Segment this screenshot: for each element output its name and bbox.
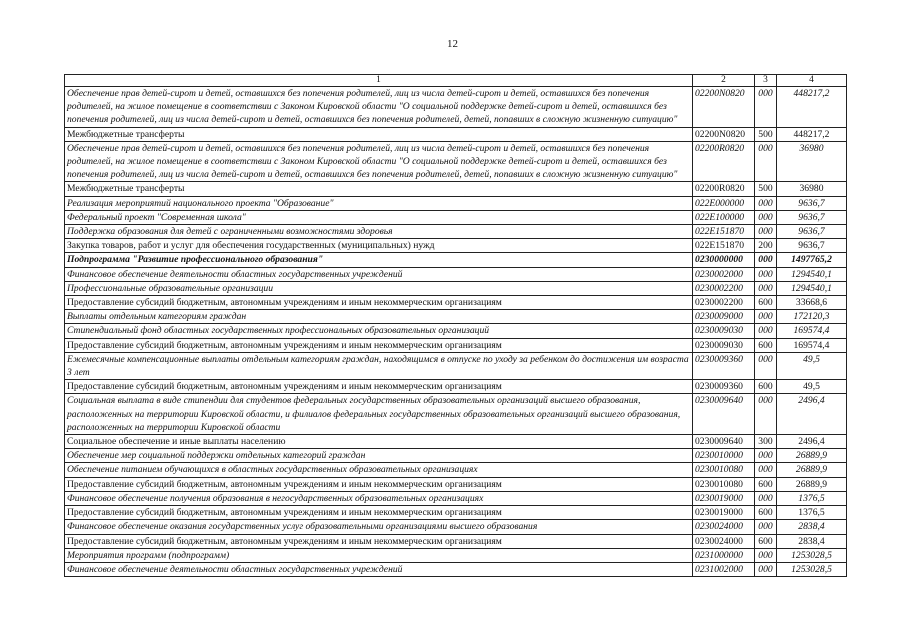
row-amount: 1294540,1 (777, 267, 847, 281)
row-code: 0230019000 (693, 491, 755, 505)
row-amount: 448217,2 (777, 87, 847, 128)
row-name: Социальная выплата в виде стипендии для студентов федеральных государственных образовательных организаций высшего образования, расположенных на территории Кировской области, и филиалов федеральных государственных образовательных организаций высшего образования, расположенных на территории Кировской области (65, 394, 693, 435)
row-amount: 2496,4 (777, 394, 847, 435)
table-row (65, 463, 847, 477)
row-name: Межбюджетные трансферты (65, 182, 693, 196)
row-code: 0230009360 (693, 380, 755, 394)
budget-table (64, 74, 847, 577)
row-amount: 36980 (777, 141, 847, 182)
row-name: Закупка товаров, работ и услуг для обеспечения государственных (муниципальных) нужд (65, 239, 693, 253)
table-row (65, 506, 847, 520)
row-amount: 2838,4 (777, 534, 847, 548)
row-type: 600 (755, 380, 777, 394)
row-name: Профессиональные образовательные организации (65, 281, 693, 295)
row-type: 000 (755, 87, 777, 128)
row-name: Федеральный проект "Современная школа" (65, 210, 693, 224)
row-name: Подпрограмма "Развитие профессионального образования" (65, 253, 693, 267)
table-row (65, 548, 847, 562)
row-name: Предоставление субсидий бюджетным, автономным учреждениям и иным некоммерческим организациям (65, 506, 693, 520)
row-name: Обеспечение прав детей-сирот и детей, оставшихся без попечения родителей, лиц из числа детей-сирот и детей, оставшихся без попечения родителей, на жилое помещение в соответствии с Законом Кировской области "О социальной поддержке детей-сирот и детей, оставшихся без попечения родителей, лиц из числа детей-сирот и детей, оставшихся без попечения родителей, детей, попавших в сложную жизненную ситуацию" (65, 141, 693, 182)
row-code: 022E151870 (693, 225, 755, 239)
row-code: 0230002200 (693, 296, 755, 310)
row-amount: 1253028,5 (777, 562, 847, 576)
row-amount: 448217,2 (777, 127, 847, 141)
row-code: 0230019000 (693, 506, 755, 520)
row-amount: 1376,5 (777, 491, 847, 505)
table-row (65, 449, 847, 463)
table-row (65, 520, 847, 534)
row-amount: 169574,4 (777, 338, 847, 352)
row-code: 022E151870 (693, 239, 755, 253)
row-type: 000 (755, 562, 777, 576)
row-type: 000 (755, 548, 777, 562)
row-code: 02200N0820 (693, 87, 755, 128)
row-code: 0230009640 (693, 394, 755, 435)
row-amount: 33668,6 (777, 296, 847, 310)
row-code: 0230010080 (693, 463, 755, 477)
header-row (65, 75, 847, 87)
row-type: 600 (755, 534, 777, 548)
table-row (65, 127, 847, 141)
row-amount: 26889,9 (777, 463, 847, 477)
row-type: 500 (755, 127, 777, 141)
table-row (65, 196, 847, 210)
table-row (65, 562, 847, 576)
table-row (65, 141, 847, 182)
table-row (65, 394, 847, 435)
row-name: Межбюджетные трансферты (65, 127, 693, 141)
table-row (65, 267, 847, 281)
table-row (65, 239, 847, 253)
page-number: 12 (447, 38, 458, 50)
row-name: Финансовое обеспечение деятельности областных государственных учреждений (65, 562, 693, 576)
row-amount: 9636,7 (777, 210, 847, 224)
row-type: 600 (755, 477, 777, 491)
row-amount: 2496,4 (777, 435, 847, 449)
row-name: Предоставление субсидий бюджетным, автономным учреждениям и иным некоммерческим организациям (65, 380, 693, 394)
row-type: 000 (755, 310, 777, 324)
row-name: Обеспечение прав детей-сирот и детей, оставшихся без попечения родителей, лиц из числа детей-сирот и детей, оставшихся без попечения родителей, на жилое помещение в соответствии с Законом Кировской области "О социальной поддержке детей-сирот и детей, оставшихся без попечения родителей, лиц из числа детей-сирот и детей, оставшихся без попечения родителей, детей, попавших в сложную жизненную ситуацию" (65, 87, 693, 128)
row-code: 0230024000 (693, 520, 755, 534)
row-amount: 49,5 (777, 352, 847, 379)
row-amount: 1294540,1 (777, 281, 847, 295)
table-row (65, 210, 847, 224)
row-code: 0231002000 (693, 562, 755, 576)
row-name: Предоставление субсидий бюджетным, автономным учреждениям и иным некоммерческим организациям (65, 477, 693, 491)
row-amount: 36980 (777, 182, 847, 196)
row-type: 000 (755, 141, 777, 182)
row-name: Социальное обеспечение и иные выплаты населению (65, 435, 693, 449)
row-type: 000 (755, 449, 777, 463)
table-row (65, 296, 847, 310)
row-code: 0230009030 (693, 324, 755, 338)
row-amount: 1497765,2 (777, 253, 847, 267)
row-type: 000 (755, 491, 777, 505)
row-code: 0230009360 (693, 352, 755, 379)
table-row (65, 435, 847, 449)
table-row (65, 324, 847, 338)
row-name: Мероприятия программ (подпрограмм) (65, 548, 693, 562)
row-name: Предоставление субсидий бюджетным, автономным учреждениям и иным некоммерческим организациям (65, 338, 693, 352)
row-code: 0230009030 (693, 338, 755, 352)
row-code: 0230002000 (693, 267, 755, 281)
row-code: 02200R0820 (693, 182, 755, 196)
column-header-4: 4 (777, 75, 847, 87)
table-row (65, 338, 847, 352)
table-row (65, 477, 847, 491)
row-name: Предоставление субсидий бюджетным, автономным учреждениям и иным некоммерческим организациям (65, 534, 693, 548)
row-code: 022E000000 (693, 196, 755, 210)
row-type: 000 (755, 463, 777, 477)
row-name: Финансовое обеспечение оказания государственных услуг образовательными организациями высшего образования (65, 520, 693, 534)
table-row (65, 253, 847, 267)
row-type: 200 (755, 239, 777, 253)
row-type: 000 (755, 225, 777, 239)
row-amount: 1253028,5 (777, 548, 847, 562)
row-amount: 172120,3 (777, 310, 847, 324)
row-type: 600 (755, 506, 777, 520)
table-row (65, 225, 847, 239)
row-name: Ежемесячные компенсационные выплаты отдельным категориям граждан, находящимся в отпуске по уходу за ребенком до достижения им возраста 3 лет (65, 352, 693, 379)
row-code: 0230009640 (693, 435, 755, 449)
row-name: Обеспечение питанием обучающихся в областных государственных образовательных организациях (65, 463, 693, 477)
row-amount: 9636,7 (777, 239, 847, 253)
row-name: Финансовое обеспечение деятельности областных государственных учреждений (65, 267, 693, 281)
table-row (65, 534, 847, 548)
row-amount: 9636,7 (777, 196, 847, 210)
column-header-2: 2 (693, 75, 755, 87)
table-row (65, 310, 847, 324)
budget-table-body (65, 75, 847, 577)
row-name: Поддержка образования для детей с ограниченными возможностями здоровья (65, 225, 693, 239)
row-amount: 9636,7 (777, 225, 847, 239)
table-row (65, 87, 847, 128)
row-code: 0230009000 (693, 310, 755, 324)
row-type: 600 (755, 338, 777, 352)
row-code: 0231000000 (693, 548, 755, 562)
row-code: 0230010080 (693, 477, 755, 491)
table-row (65, 281, 847, 295)
row-code: 0230002200 (693, 281, 755, 295)
row-name: Стипендиальный фонд областных государственных профессиональных образовательных организаций (65, 324, 693, 338)
row-type: 600 (755, 296, 777, 310)
row-amount: 169574,4 (777, 324, 847, 338)
row-type: 000 (755, 196, 777, 210)
row-type: 000 (755, 394, 777, 435)
row-code: 0230024000 (693, 534, 755, 548)
row-type: 000 (755, 210, 777, 224)
table-row (65, 182, 847, 196)
row-type: 500 (755, 182, 777, 196)
row-type: 300 (755, 435, 777, 449)
row-name: Финансовое обеспечение получения образования в негосударственных образовательных организациях (65, 491, 693, 505)
row-type: 000 (755, 267, 777, 281)
row-name: Обеспечение мер социальной поддержки отдельных категорий граждан (65, 449, 693, 463)
row-code: 0230000000 (693, 253, 755, 267)
row-type: 000 (755, 253, 777, 267)
row-name: Выплаты отдельным категориям граждан (65, 310, 693, 324)
row-type: 000 (755, 281, 777, 295)
row-type: 000 (755, 520, 777, 534)
column-header-3: 3 (755, 75, 777, 87)
row-amount: 1376,5 (777, 506, 847, 520)
column-header-1: 1 (65, 75, 693, 87)
table-row (65, 380, 847, 394)
row-amount: 26889,9 (777, 477, 847, 491)
row-amount: 2838,4 (777, 520, 847, 534)
row-code: 022E100000 (693, 210, 755, 224)
row-code: 0230010000 (693, 449, 755, 463)
row-type: 000 (755, 324, 777, 338)
row-code: 02200R0820 (693, 141, 755, 182)
row-code: 02200N0820 (693, 127, 755, 141)
row-name: Предоставление субсидий бюджетным, автономным учреждениям и иным некоммерческим организациям (65, 296, 693, 310)
row-amount: 49,5 (777, 380, 847, 394)
table-row (65, 352, 847, 379)
table-row (65, 491, 847, 505)
row-amount: 26889,9 (777, 449, 847, 463)
row-name: Реализация мероприятий национального проекта "Образование" (65, 196, 693, 210)
row-type: 000 (755, 352, 777, 379)
